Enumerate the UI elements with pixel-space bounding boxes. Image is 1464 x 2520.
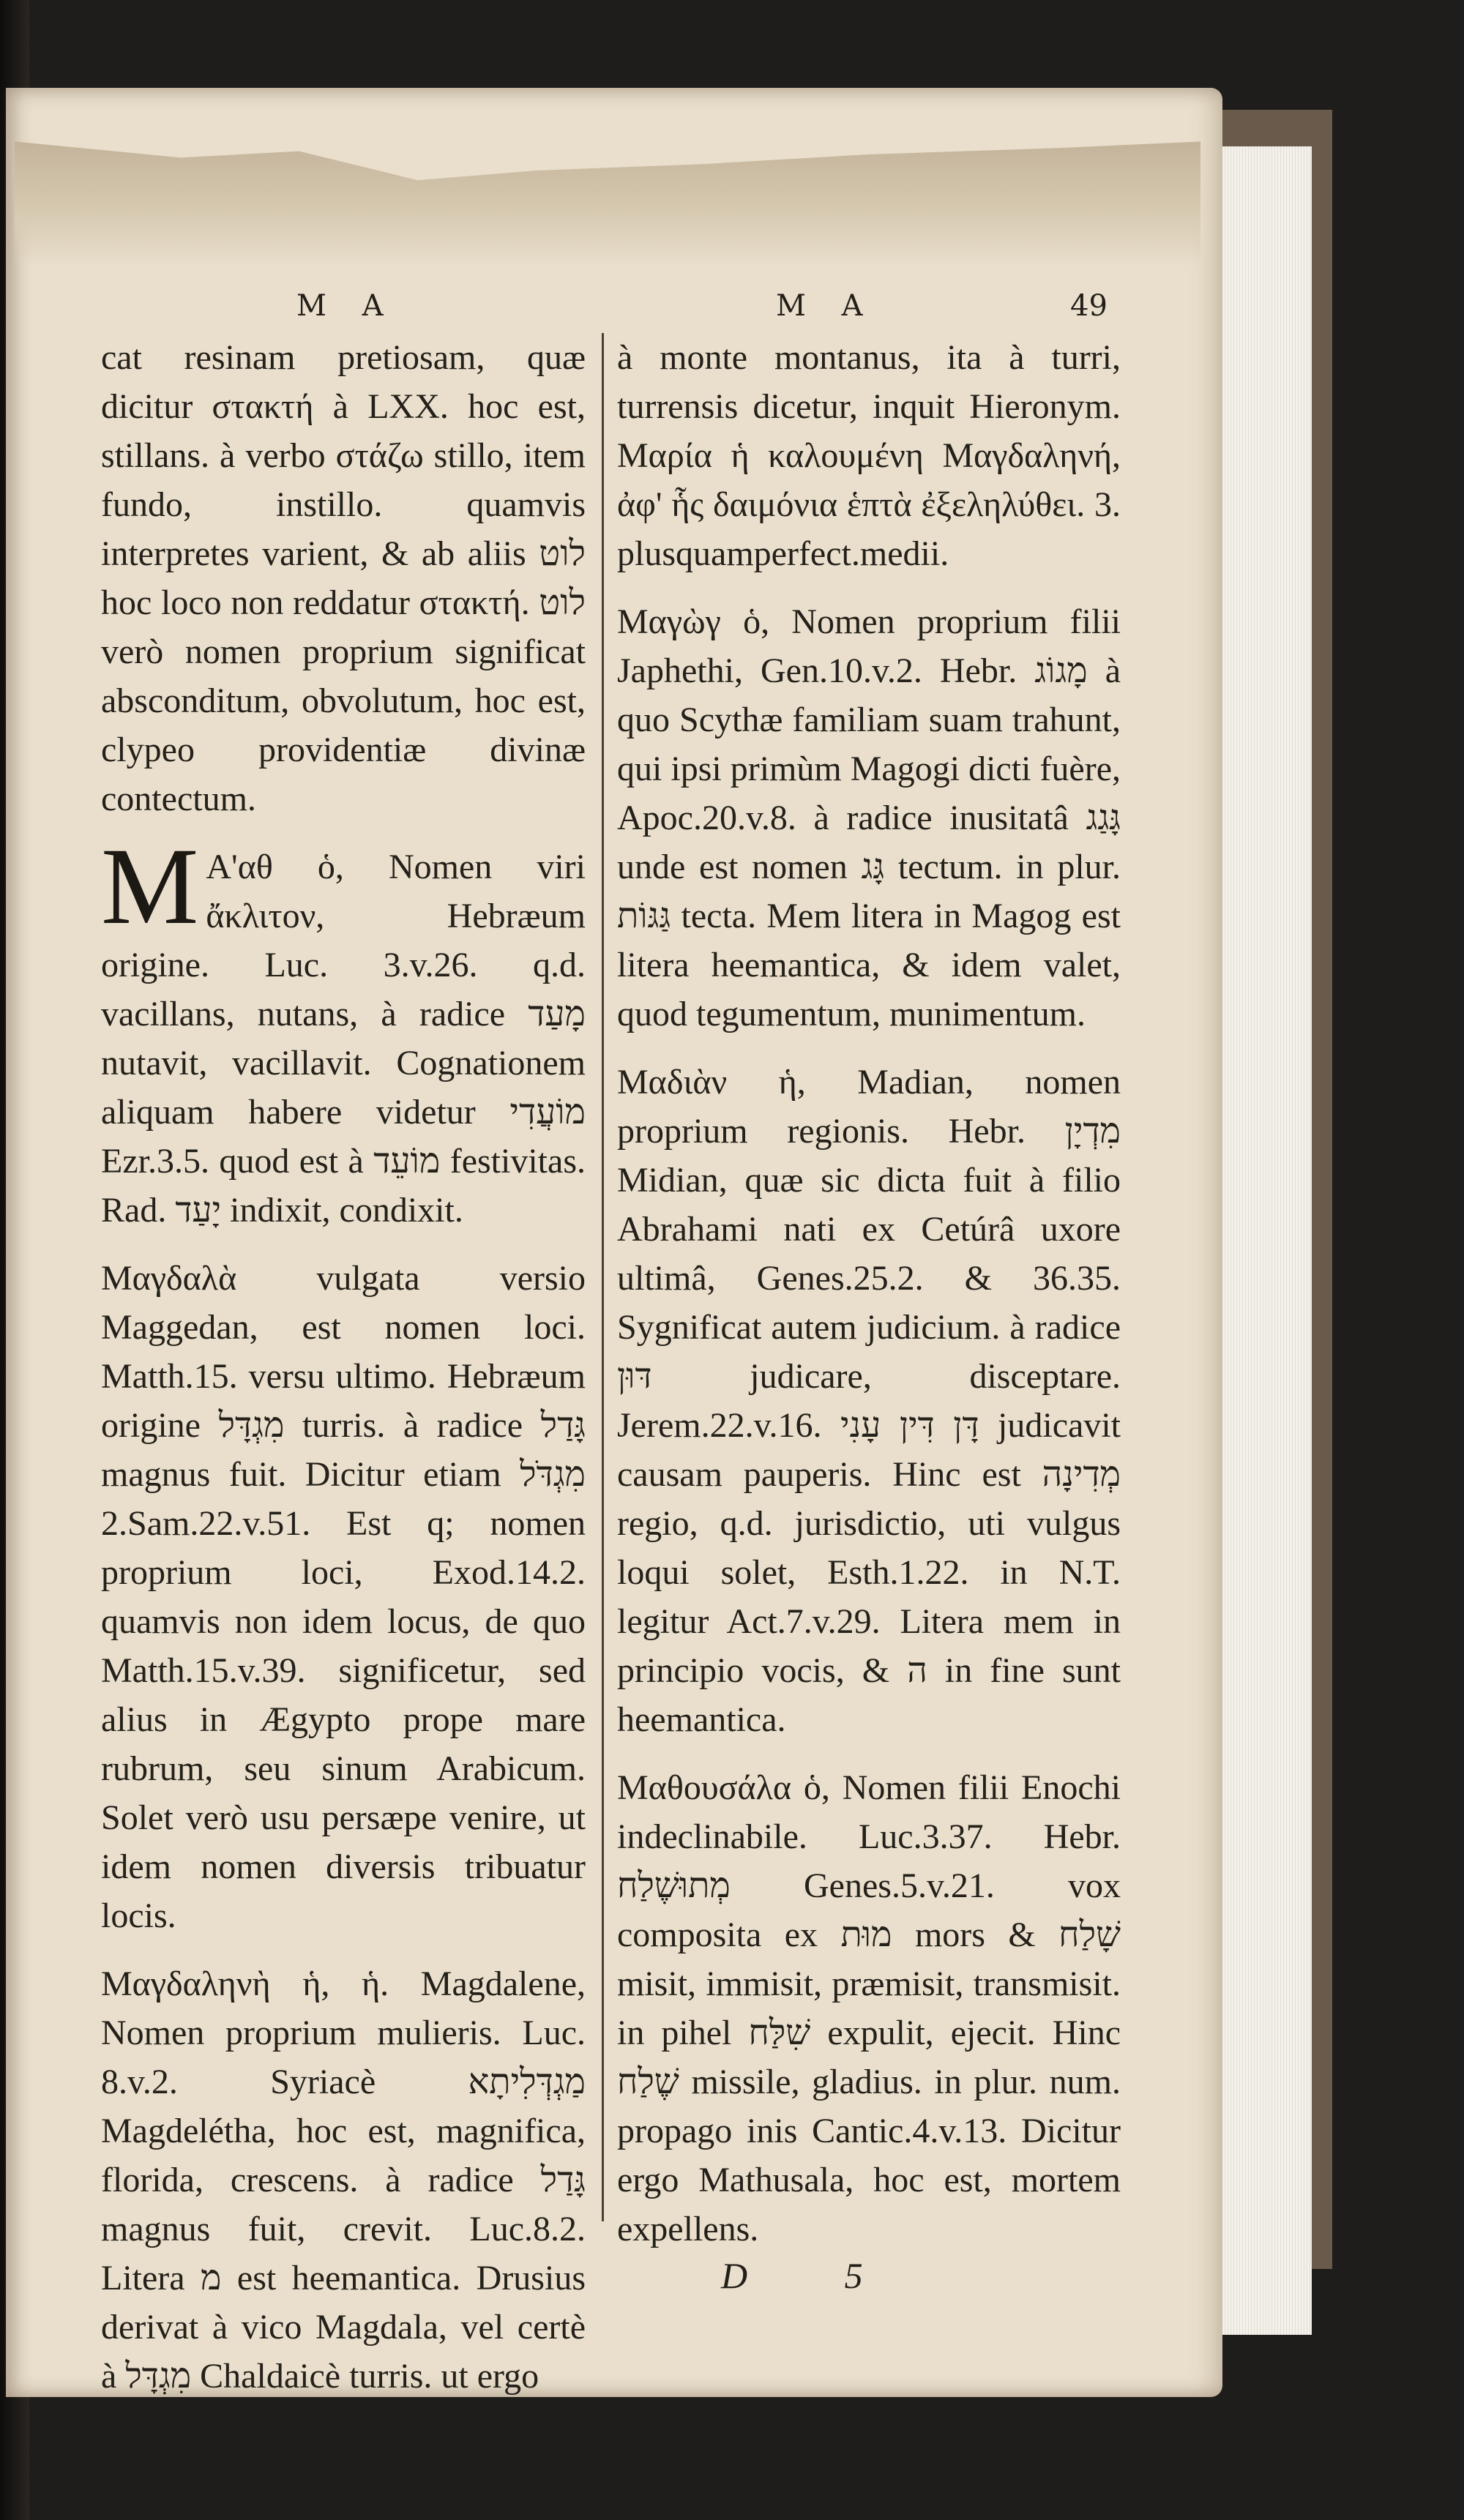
right-column: [617, 333, 1121, 2273]
page-edges: [1215, 146, 1312, 2335]
drop-cap: M: [101, 826, 199, 947]
entry-text: Α'αθ ὁ, Nomen viri ἄκλιτον, Hebræum origine. Luc. 3.v.26. q.d. vacillans, nutans, à radice מָעַד nutavit, vacillavit. Cognationem aliquam habere videtur מוֹעֲדִי Ezr.3.5. quod est à מוֹעֵד festivitas. Rad. יָעַד indixit, condixit.: [101, 848, 586, 1230]
entry-maath: [101, 826, 586, 1235]
entry-magog: Μαγὼγ ὁ, Nomen proprium filii Japhethi, Gen.10.v.2. Hebr. מָגוֹג à quo Scythæ familiam suam trahunt, qui ipsi primùm Magogi dicti fuère, Apoc.20.v.8. à radice inusitatâ גָּגַג unde est nomen גָּג tectum. in plur. גַּגּוֹת tecta. Mem litera in Magog est litera heemantica, & idem valet, quod tegumentum, munimentum.: [617, 602, 1121, 1033]
entry-magdalene: Μαγδαληνὴ ἡ, ἡ. Magdalene, Nomen proprium mulieris. Luc. 8.v.2. Syriacè מַגְדְּלִיתָא Magdelétha, hoc est, magnifica, florida, crescens. à radice גָּדַל magnus fuit, crevit. Luc.8.2. Litera מ est heemantica. Drusius derivat à vico Magdala, vel certè à מִגְדָּל Chaldaicè turris. ut ergo: [101, 1964, 586, 2396]
right-continuation: à monte montanus, ita à turri, turrensis dicetur, inquit Hieronym. Μαρία ἡ καλουμένη Μαγδαληνή, ἀφ' ἧς δαιμόνια ἑπτὰ ἐξεληλύθει. 3. plusquamperfect.medii.: [617, 338, 1121, 573]
entry-mathusala: Μαθουσάλα ὁ, Nomen filii Enochi indeclinabile. Luc.3.37. Hebr. מְתוּשֶׁלַח Genes.5.v.21. vox composita ex מוּת mors & שָׁלַח misit, immisit, præmisit, transmisit. in pihel שִׁלַּח expulit, ejecit. Hinc שֶׁלַח missile, gladius. in plur. num. propago inis Cantic.4.v.13. Dicitur ergo Mathusala, hoc est, mortem expellens.: [617, 1768, 1121, 2248]
entry-magdala: Μαγδαλὰ vulgata versio Maggedan, est nomen loci. Matth.15. versu ultimo. Hebræum origine מִגְדָּל turris. à radice גָּדַל magnus fuit. Dicitur etiam מִגְדֹּל 2.Sam.22.v.51. Est q; nomen proprium loci, Exod.14.2. quamvis non idem locus, de quo Matth.15.v.39. significetur, sed alius in Ægypto prope mare rubrum, seu sinum Arabicum. Solet verò usu persæpe venire, ut idem nomen diversis tribuatur locis.: [101, 1259, 586, 1935]
left-paragraph: cat resinam pretiosam, quæ dicitur στακτή à LXX. hoc est, stillans. à verbo στάζω stillo, item fundo, instillo. quamvis interpretes varient, & ab aliis לוט hoc loco non reddatur στακτή. לוט verò nomen proprium significat absconditum, obvolutum, hoc est, clypeo providentiæ divinæ contectum.: [101, 338, 586, 818]
running-head-left: M A: [296, 289, 397, 323]
page-number: 49: [1070, 289, 1108, 323]
column-rule: [602, 333, 604, 2221]
signature-mark: D 5: [721, 2255, 907, 2296]
entry-madian: Μαδιὰν ἡ, Madian, nomen proprium regionis. Hebr. מִדְיָן Midian, quæ sic dicta fuit à filio Abrahami nati ex Cetúrâ uxore ultimâ, Genes.25.2. & 36.35. Sygnificat autem judicium. à radice דּוּן judicare, disceptare. Jerem.22.v.16. דָּן דִּין עָנִי judicavit causam pauperis. Hinc est מְדִינָה regio, q.d. jurisdictio, uti vulgus loqui solet, Esth.1.22. in N.T. legitur Act.7.v.29. Litera mem in principio vocis, & ה in fine sunt heemantica.: [617, 1063, 1121, 1739]
running-head-right: M A: [776, 289, 876, 323]
left-column: [101, 333, 586, 2420]
